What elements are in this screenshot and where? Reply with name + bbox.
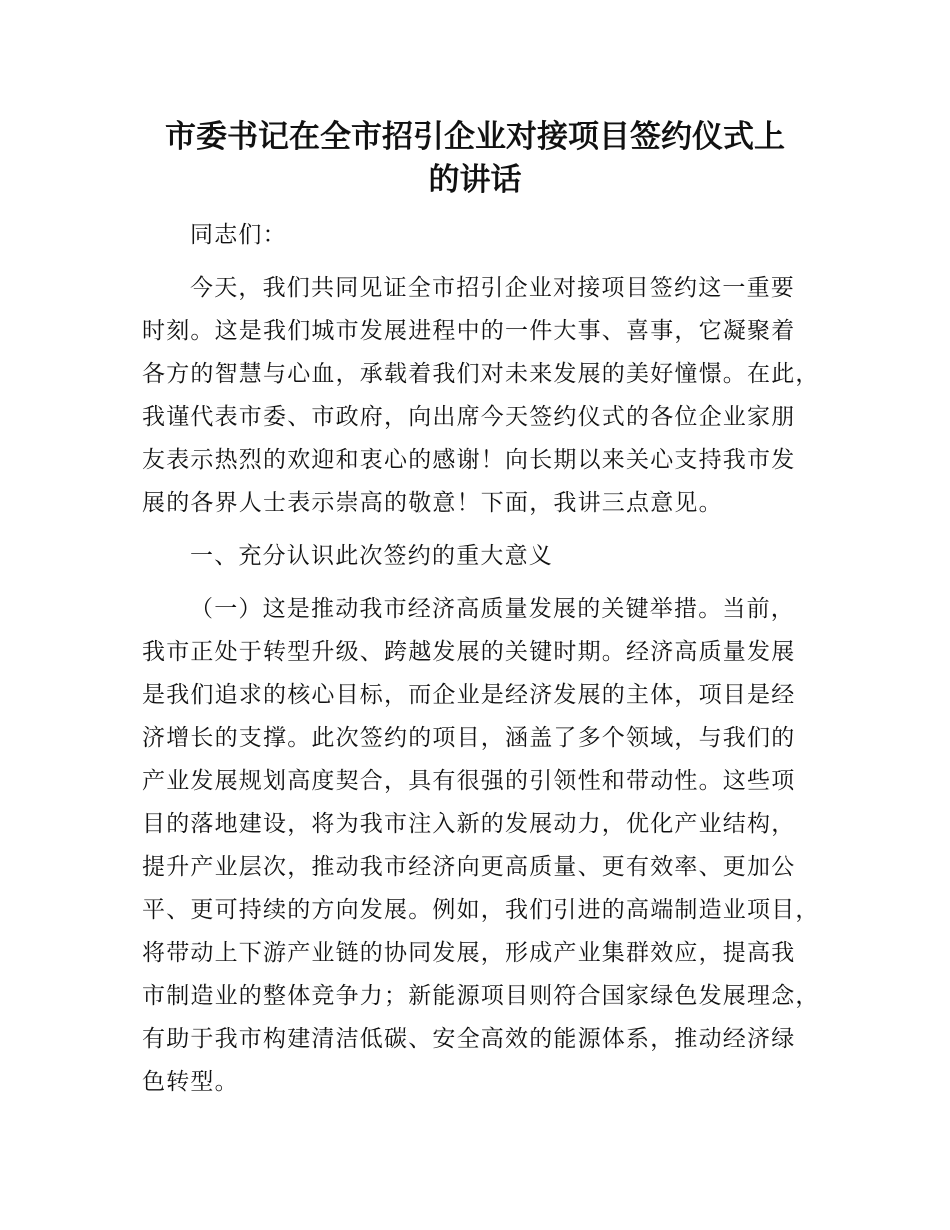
text-line: 友表示热烈的欢迎和衷心的感谢！向长期以来关心支持我市发 — [142, 447, 796, 473]
section-heading — [142, 535, 832, 578]
text-line: 一、充分认识此次签约的重大意义 — [190, 543, 553, 569]
text-line: 色转型。 — [142, 1069, 239, 1095]
opening-paragraph — [142, 267, 832, 525]
text-line: 展的各界人士表示崇高的敬意！下面，我讲三点意见。 — [142, 490, 723, 516]
text-line: 时刻。这是我们城市发展进程中的一件大事、喜事，它凝聚着 — [142, 318, 796, 344]
text-line: 是我们追求的核心目标，而企业是经济发展的主体，项目是经 — [142, 682, 796, 708]
text-line: 各方的智慧与心血，承载着我们对未来发展的美好憧憬。在此， — [142, 361, 820, 387]
document-title-line-2: 的讲话 — [428, 162, 522, 198]
text-line: （一）这是推动我市经济高质量发展的关键举措。当前， — [190, 596, 795, 622]
text-line: 将带动上下游产业链的协同发展，形成产业集群效应，提高我 — [142, 940, 796, 966]
subsection-paragraph — [142, 588, 832, 1104]
text-line: 今天，我们共同见证全市招引企业对接项目签约这一重要 — [190, 275, 795, 301]
salutation — [142, 214, 832, 257]
document-title-line-1: 市委书记在全市招引企业对接项目签约仪式上 — [165, 119, 785, 155]
text-line: 济增长的支撑。此次签约的项目，涵盖了多个领域，与我们的 — [142, 725, 796, 751]
text-line: 市制造业的整体竞争力；新能源项目则符合国家绿色发展理念， — [142, 983, 820, 1009]
text-line: 提升产业层次，推动我市经济向更高质量、更有效率、更加公 — [142, 854, 796, 880]
text-line: 有助于我市构建清洁低碳、安全高效的能源体系，推动经济绿 — [142, 1026, 796, 1052]
text-line: 目的落地建设，将为我市注入新的发展动力，优化产业结构， — [142, 811, 796, 837]
text-line: 我谨代表市委、市政府，向出席今天签约仪式的各位企业家朋 — [142, 404, 796, 430]
text-line: 产业发展规划高度契合，具有很强的引领性和带动性。这些项 — [142, 768, 796, 794]
document-body — [142, 214, 832, 1114]
text-line: 平、更可持续的方向发展。例如，我们引进的高端制造业项目， — [142, 897, 820, 923]
text-line: 同志们： — [190, 222, 287, 248]
text-line: 我市正处于转型升级、跨越发展的关键时期。经济高质量发展 — [142, 639, 796, 665]
